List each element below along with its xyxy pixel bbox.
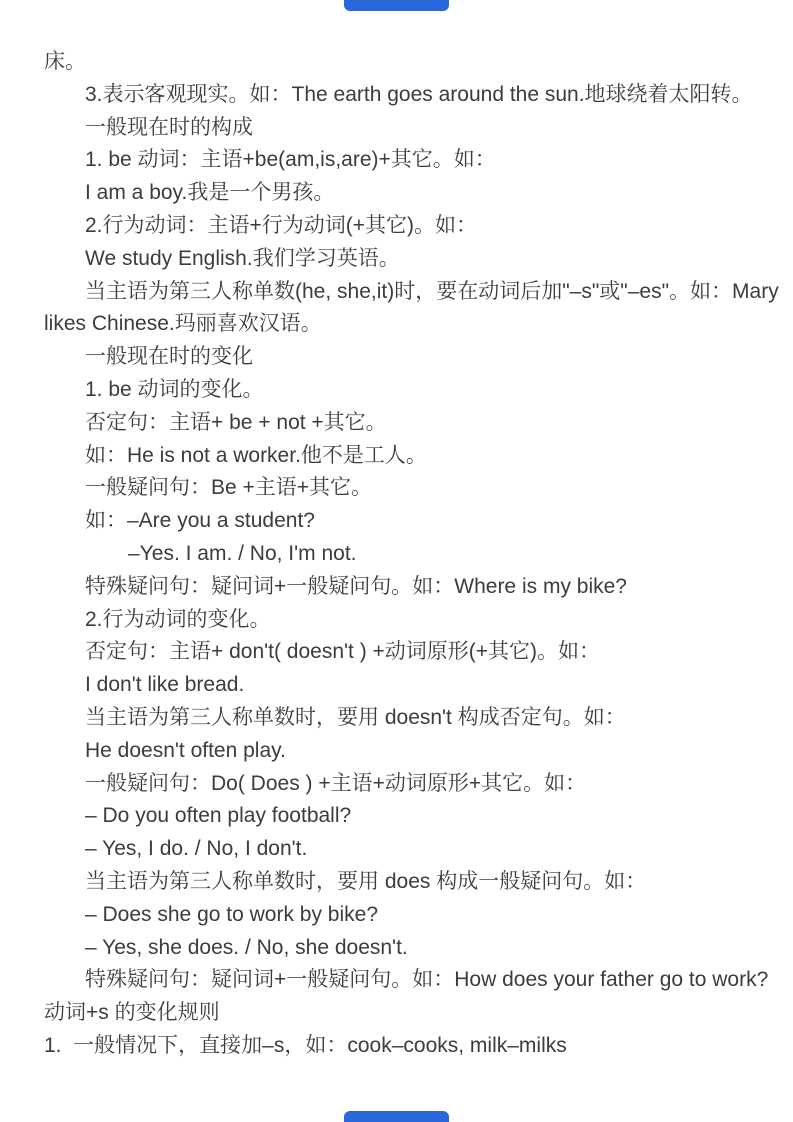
text-line: 1. 一般情况下，直接加–s，如：cook–cooks, milk–milks bbox=[44, 1033, 567, 1057]
text-line: 动词+s 的变化规则 bbox=[44, 1001, 220, 1025]
text-line: – Do you often play football? bbox=[85, 804, 352, 828]
text-line: –Yes. I am. / No, I'm not. bbox=[128, 541, 357, 565]
text-line: 当主语为第三人称单数(he, she,it)时，要在动词后加"–s"或"–es"。如：Mary bbox=[85, 279, 779, 303]
text-line: 一般现在时的构成 bbox=[85, 115, 253, 139]
document-text bbox=[44, 46, 793, 1063]
text-line: 当主语为第三人称单数时，要用 doesn't 构成否定句。如： bbox=[85, 705, 626, 729]
text-line: 一般疑问句：Be +主语+其它。 bbox=[85, 476, 373, 500]
text-line: I don't like bread. bbox=[85, 673, 245, 697]
text-line: 床。 bbox=[44, 50, 86, 73]
text-line: I am a boy.我是一个男孩。 bbox=[85, 181, 335, 205]
text-line: 2.行为动词的变化。 bbox=[85, 607, 271, 631]
text-line: 1. be 动词：主语+be(am,is,are)+其它。如： bbox=[85, 148, 496, 172]
text-line: 特殊疑问句：疑问词+一般疑问句。如：How does your father go to work? bbox=[85, 968, 769, 992]
text-line: likes Chinese.玛丽喜欢汉语。 bbox=[44, 312, 322, 336]
text-line: – Does she go to work by bike? bbox=[85, 902, 378, 926]
text-line: – Yes, I do. / No, I don't. bbox=[85, 837, 308, 861]
text-line: 一般现在时的变化 bbox=[85, 345, 253, 369]
text-line: 特殊疑问句：疑问词+一般疑问句。如：Where is my bike? bbox=[85, 574, 627, 598]
text-line: He doesn't often play. bbox=[85, 738, 286, 762]
text-line: 否定句：主语+ be + not +其它。 bbox=[85, 410, 387, 434]
text-line: 如：–Are you a student? bbox=[85, 509, 315, 533]
text-line: 当主语为第三人称单数时，要用 does 构成一般疑问句。如： bbox=[85, 869, 647, 893]
text-line: We study English.我们学习英语。 bbox=[85, 246, 400, 270]
text-line: 否定句：主语+ don't( doesn't ) +动词原形(+其它)。如： bbox=[85, 640, 601, 664]
text-line: 如：He is not a worker.他不是工人。 bbox=[85, 443, 427, 467]
page-bottom-indicator bbox=[344, 1111, 449, 1122]
page-top-indicator bbox=[344, 0, 449, 11]
text-line: 3.表示客观现实。如：The earth goes around the sun.地球绕着太阳转。 bbox=[85, 82, 753, 106]
text-line: 2.行为动词：主语+行为动词(+其它)。如： bbox=[85, 213, 478, 237]
text-line: – Yes, she does. / No, she doesn't. bbox=[85, 935, 408, 959]
text-line: 1. be 动词的变化。 bbox=[85, 377, 264, 401]
text-line: 一般疑问句：Do( Does ) +主语+动词原形+其它。如： bbox=[85, 771, 587, 795]
